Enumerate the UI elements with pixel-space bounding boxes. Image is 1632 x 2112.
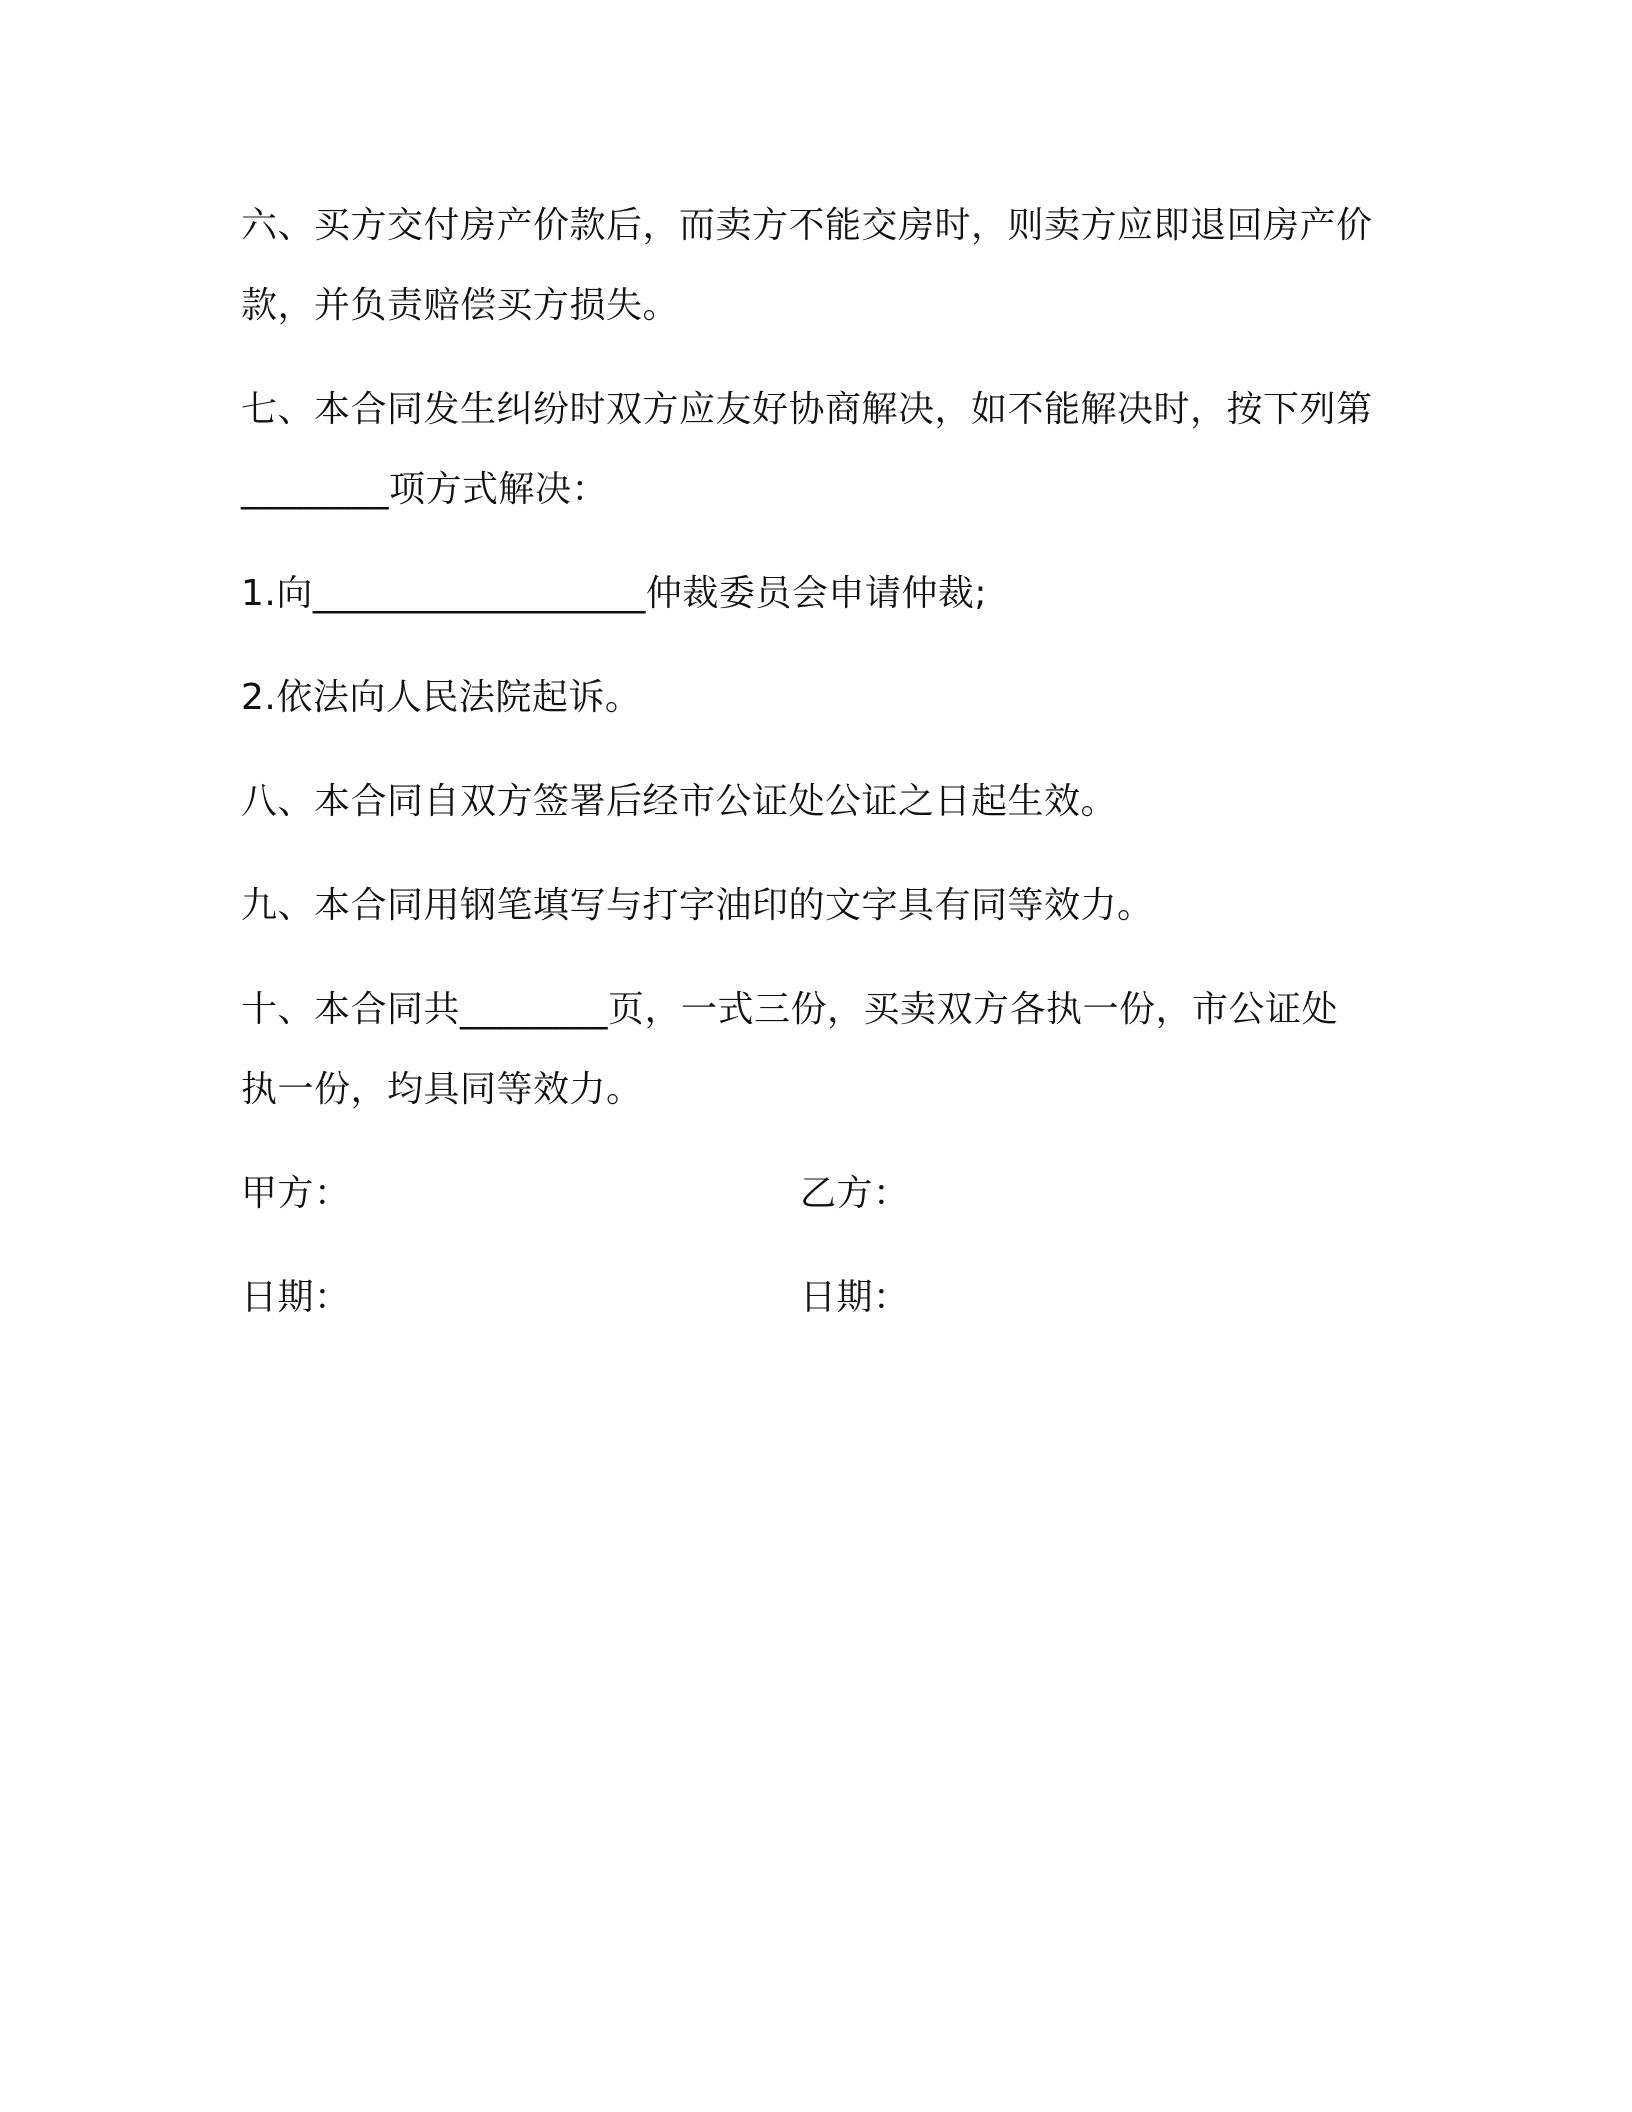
clause-seven-option-1: 1.向__________________仲裁委员会申请仲裁;	[241, 573, 987, 614]
date-a-label: 日期：	[241, 1277, 351, 1318]
clause-six: 六、买方交付房产价款后，而卖方不能交房时，则卖方应即退回房产价款，并负责赔偿买方损失。	[241, 205, 1373, 326]
clause-seven: 七、本合同发生纠纷时双方应友好协商解决，如不能解决时，按下列第________项方式解决：	[241, 389, 1373, 510]
date-b-label: 日期：	[800, 1277, 910, 1318]
clause-seven-option-2: 2.依法向人民法院起诉。	[241, 677, 642, 718]
party-a-label: 甲方：	[241, 1173, 351, 1214]
clause-ten: 十、本合同共________页，一式三份，买卖双方各执一份，市公证处执一份，均具同等效力。	[241, 989, 1339, 1110]
signature-party-row	[241, 1154, 1391, 1234]
clause-nine: 九、本合同用钢笔填写与打字油印的文字具有同等效力。	[241, 885, 1154, 926]
clause-eight: 八、本合同自双方签署后经市公证处公证之日起生效。	[241, 781, 1118, 822]
party-b-label: 乙方：	[800, 1173, 910, 1214]
signature-date-row	[241, 1258, 1391, 1338]
contract-body	[241, 186, 1391, 1362]
